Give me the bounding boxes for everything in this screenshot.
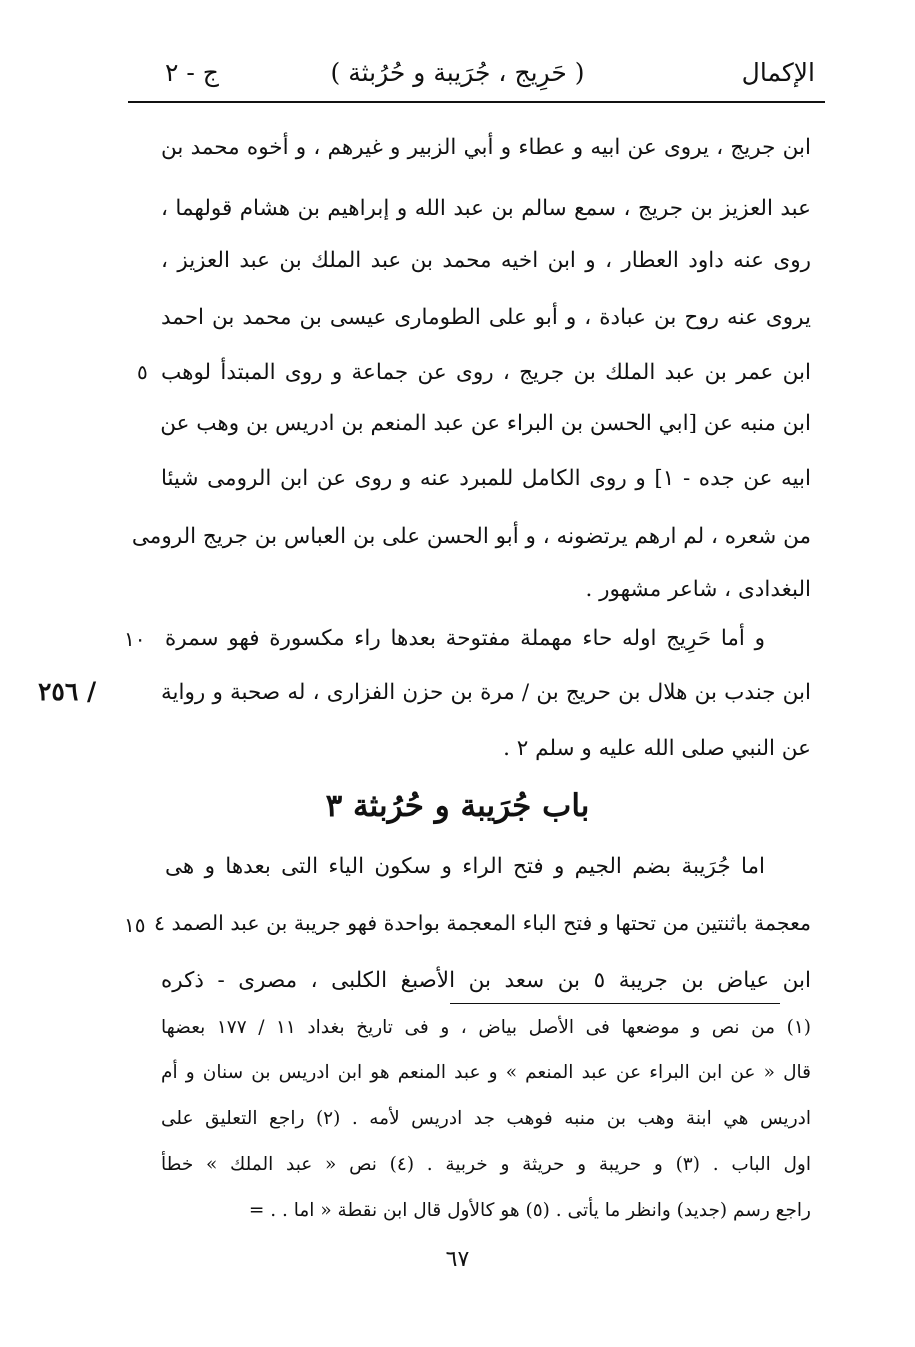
body-line: يروى عنه روح بن عبادة ، و أبو على الطومارى عيسى بن محمد بن احمد (161, 305, 811, 330)
body-line: ابن جندب بن هلال بن حريج بن / مرة بن حزن الفزارى ، له صحبة و رواية (161, 680, 811, 705)
footnote-line: قال « عن ابن البراء عن عبد المنعم » و عبد المنعم هو ابن ادريس بن سنان و أم (161, 1062, 811, 1083)
body-line: روى عنه داود العطار ، و ابن اخيه محمد بن عبد الملك بن عبد العزيز ، (161, 248, 811, 273)
body-line: و أما حَرِيج اوله حاء مهملة مفتوحة بعدها راء مكسورة فهو سمرة (165, 626, 765, 651)
footnote-rule (450, 1003, 780, 1004)
body-line: عن النبي صلى الله عليه و سلم ٢ . (503, 736, 811, 761)
section-heading: باب جُرَيبة و حُرُبثة ٣ (325, 788, 590, 824)
page-number: ٦٧ (445, 1247, 470, 1272)
line-number: ١٥ (124, 913, 146, 937)
body-line: ابن جريج ، يروى عن ابيه و عطاء و أبي الزبير و غيرهم ، و أخوه محمد بن (161, 135, 811, 160)
line-number: ٥ (137, 360, 148, 384)
footnote-line: اول الباب . (٣) و حريبة و حريثة و خربية . (٤) نص « عبد الملك » خطأ (161, 1154, 811, 1175)
manuscript-page-reference: / ٢٥٦ (38, 677, 97, 706)
footnote-line: ادريس هي ابنة وهب بن منبه فوهب جد ادريس لأمه . (٢) راجع التعليق على (161, 1108, 812, 1129)
footnote-line: (١) من نص و موضعها فى الأصل بياض ، و فى تاريخ بغداد ١١ / ١٧٧ بعضها (161, 1017, 811, 1038)
header-volume: ج - ٢ (165, 58, 219, 87)
body-line: ابن عمر بن عبد الملك بن جريج ، روى عن جماعة و روى المبتدأ لوهب (161, 360, 811, 385)
body-line: ابن منبه عن [ابي الحسن بن البراء عن عبد المنعم بن ادريس بن وهب عن (160, 411, 811, 436)
header-chapter-title: ( حَرِيج ، جُرَيبة و حُرُبثة ) (330, 58, 585, 87)
header-book-title: الإكمال (741, 58, 815, 87)
body-line: معجمة باثنتين من تحتها و فتح الباء المعجمة بواحدة فهو جريبة بن عبد الصمد ٤ (154, 911, 811, 935)
body-line: اما جُرَيبة بضم الجيم و فتح الراء و سكون الياء التى بعدها و هى (165, 854, 765, 879)
body-line: ابيه عن جده - ١] و روى الكامل للمبرد عنه و روى عن ابن الرومى شيئا (161, 466, 811, 491)
body-line: من شعره ، لم ارهم يرتضونه ، و أبو الحسن على بن العباس بن جريج الرومى (131, 524, 811, 549)
footnote-line: راجع رسم (جديد) وانظر ما يأتى . (٥) هو كالأول قال ابن نقطة « اما . . = (248, 1200, 811, 1221)
body-line: عبد العزيز بن جريج ، سمع سالم بن عبد الله و إبراهيم بن هشام قولهما ، (161, 196, 811, 221)
header-rule (128, 101, 825, 103)
body-line: البغدادى ، شاعر مشهور . (585, 577, 811, 602)
line-number: ١٠ (124, 627, 146, 651)
body-line: ابن عياض بن جريبة ٥ بن سعد بن الأصبغ الكلبى ، مصرى - ذكره (161, 968, 812, 993)
